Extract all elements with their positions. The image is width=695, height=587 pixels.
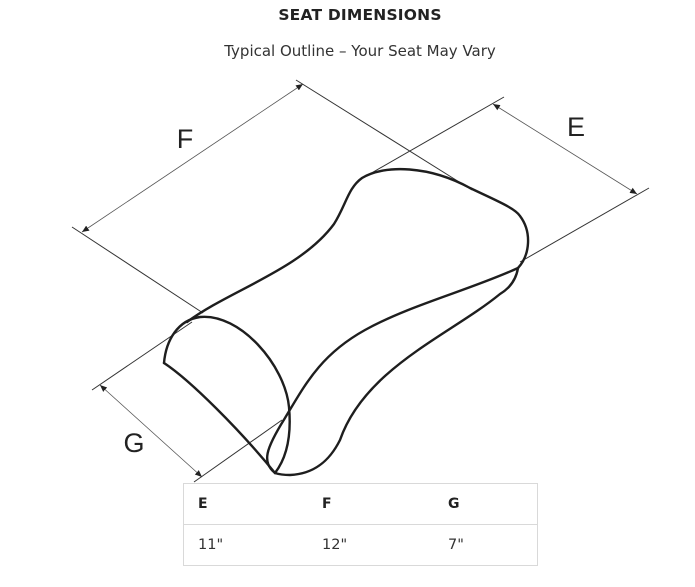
dimension-line-e [493, 104, 637, 194]
table-header-f: F [308, 484, 434, 525]
dimension-line-g [100, 385, 202, 477]
dimension-line-f [82, 84, 303, 232]
page-subtitle: Typical Outline – Your Seat May Vary [224, 42, 496, 60]
label-e: E [566, 112, 586, 142]
extension-line-e-top [368, 97, 504, 175]
table-cell-e: 11" [184, 525, 309, 566]
label-g: G [123, 428, 145, 458]
extension-line-f-front [72, 227, 203, 313]
table-cell-f: 12" [308, 525, 434, 566]
extension-lines [72, 80, 649, 482]
table-header-g: G [434, 484, 538, 525]
table-cell-g: 7" [434, 525, 538, 566]
table-header-row [184, 484, 538, 525]
page-title: SEAT DIMENSIONS [278, 6, 442, 24]
extension-line-g-left [92, 322, 192, 390]
seat-back-lower-edge [164, 363, 275, 473]
extension-line-e-bottom [520, 188, 649, 262]
dimension-lines [82, 84, 637, 477]
label-f: F [176, 124, 194, 154]
table-header-e: E [184, 484, 309, 525]
seat-outline [164, 169, 528, 475]
seat-back-face [164, 317, 290, 473]
seat-side-edge [275, 268, 518, 475]
dimensions-table [183, 483, 538, 566]
extension-line-f-back [296, 80, 472, 190]
table-row [184, 525, 538, 566]
seat-top-edge [187, 169, 528, 473]
